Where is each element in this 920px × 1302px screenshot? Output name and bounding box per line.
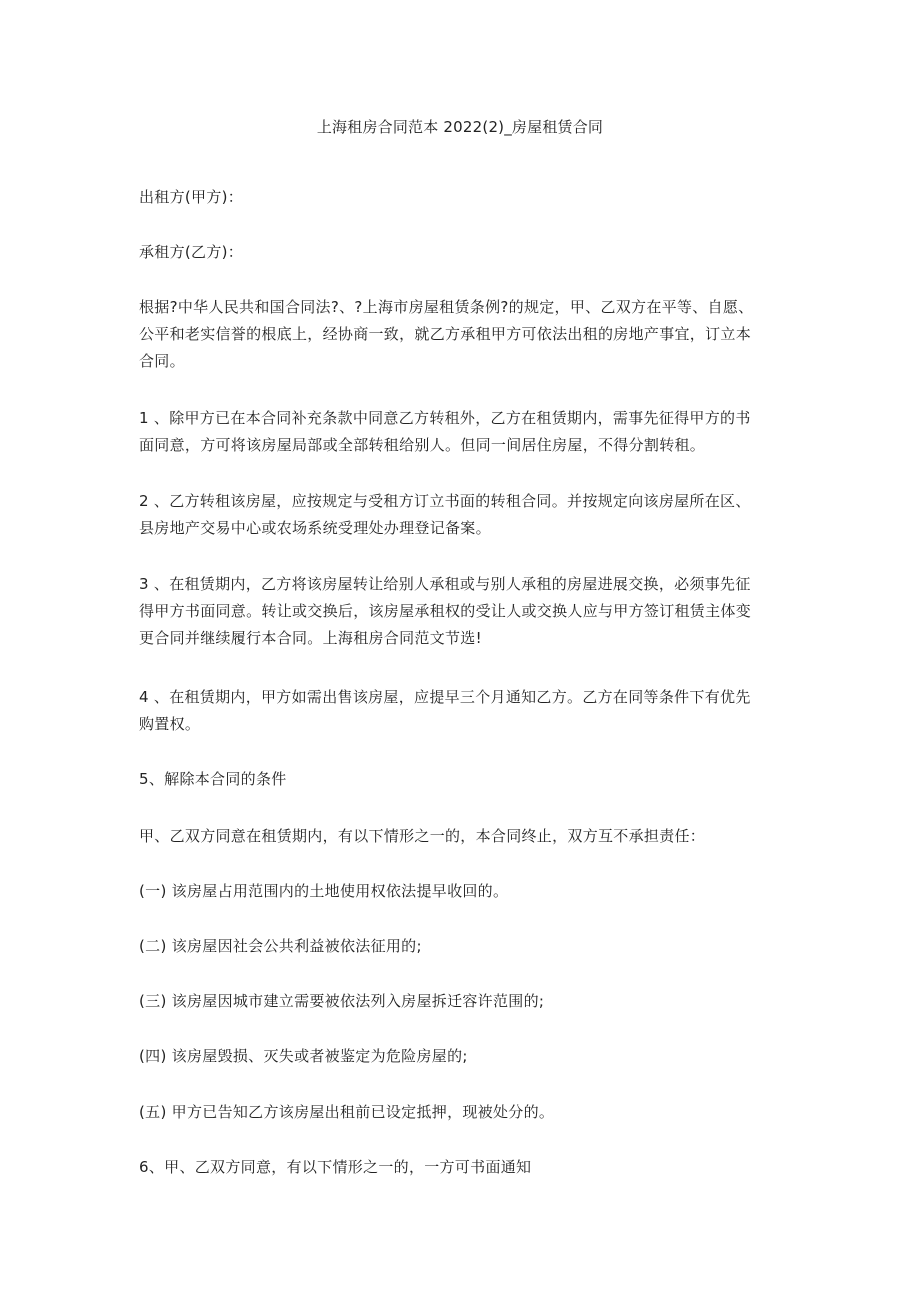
text-line: 承租方(乙方)： [139, 243, 244, 261]
text-line: 2 、乙方转租该房屋，应按规定与受租方订立书面的转租合同。并按规定向该房屋所在区、 [139, 492, 751, 510]
text-line: 甲、乙双方同意在租赁期内，有以下情形之一的，本合同终止，双方互不承担责任： [139, 827, 706, 845]
clause-4 [139, 684, 789, 738]
text-line: 更合同并继续履行本合同。上海租房合同范文节选! [139, 629, 482, 647]
paragraph-lessor [139, 184, 789, 211]
text-line: 6、甲、乙双方同意，有以下情形之一的，一方可书面通知 [139, 1158, 532, 1176]
text-line: 合同。 [139, 352, 185, 370]
text-line: 购置权。 [139, 715, 201, 733]
text-line: 公平和老实信誉的根底上，经协商一致，就乙方承租甲方可依法出租的房地产事宜，订立本 [139, 325, 752, 343]
clause-1 [139, 405, 789, 459]
text-line: (五) 甲方已告知乙方该房屋出租前已设定抵押，现被处分的。 [139, 1103, 555, 1121]
text-line: 3 、在租赁期内，乙方将该房屋转让给别人承租或与别人承租的房屋进展交换，必须事先征 [139, 575, 751, 593]
condition-2 [139, 933, 789, 960]
text-line: 4 、在租赁期内，甲方如需出售该房屋，应提早三个月通知乙方。乙方在同等条件下有优先 [139, 688, 751, 706]
text-line: (四) 该房屋毁损、灭失或者被鉴定为危险房屋的; [139, 1047, 468, 1065]
text-line: 根据?中华人民共和国合同法?、?上海市房屋租赁条例?的规定，甲、乙双方在平等、自愿、 [139, 298, 754, 316]
clause-2 [139, 488, 789, 542]
text-line: (三) 该房屋因城市建立需要被依法列入房屋拆迁容许范围的; [139, 992, 545, 1010]
text-line: (二) 该房屋因社会公共利益被依法征用的; [139, 937, 422, 955]
text-line: (一) 该房屋占用范围内的土地使用权依法提早收回的。 [139, 882, 509, 900]
condition-3 [139, 988, 789, 1015]
text-line: 5、解除本合同的条件 [139, 770, 287, 788]
condition-1 [139, 878, 789, 905]
text-line: 1 、除甲方已在本合同补充条款中同意乙方转租外，乙方在租赁期内，需事先征得甲方的书 [139, 409, 751, 427]
condition-4 [139, 1043, 789, 1070]
paragraph-lessee [139, 239, 789, 266]
condition-5 [139, 1099, 789, 1126]
document-title: 上海租房合同范本 2022(2)_房屋租赁合同 [316, 118, 604, 136]
clause-3 [139, 571, 789, 652]
termination-intro [139, 823, 789, 850]
text-line: 县房地产交易中心或农场系统受理处办理登记备案。 [139, 519, 491, 537]
clause-5-heading [139, 766, 789, 793]
text-line: 面同意，方可将该房屋局部或全部转租给别人。但同一间居住房屋，不得分割转租。 [139, 436, 706, 454]
clause-6 [139, 1154, 789, 1181]
text-line: 得甲方书面同意。转让或交换后，该房屋承租权的受让人或交换人应与甲方签订租赁主体变 [139, 602, 752, 620]
text-line: 出租方(甲方)： [139, 188, 244, 206]
paragraph-preamble [139, 294, 789, 375]
